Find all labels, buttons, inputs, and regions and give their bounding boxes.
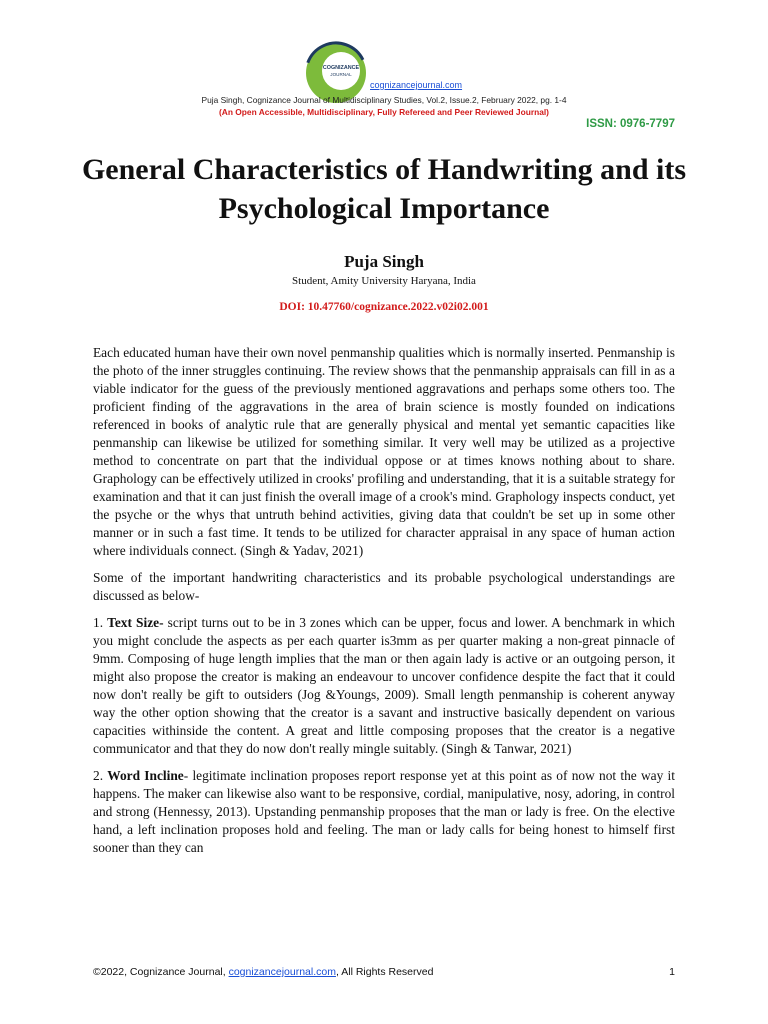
citation-line: Puja Singh, Cognizance Journal of Multidisciplinary Studies, Vol.2, Issue.2, February 2022, pg. 1-4 xyxy=(201,95,567,105)
paper-title: General Characteristics of Handwriting and its Psychological Importance xyxy=(81,153,687,225)
paragraph-intro: Each educated human have their own novel penmanship qualities which is normally inserted. Penmanship is the photo of the inner struggles continuing. The review shows that the penmanship appraisals can fill in as a viable indicator for the guess of the previously mentioned aggravations and perhaps some others too. The proficient finding of the aggravations in the area of brain science is mostly founded on indications referenced in books of analytic rule that are generally physical and mental yet semantic capacities like penmanship can likewise be utilized for something similar. It very well may be utilized as a projective method to concentrate on part that the individual oppose or at times knows nothing about to share. Graphology can be effectively utilized in crooks' profiling and understanding, that it is a suitable strategy for examination and that it can just finish the overall image of a crook's mind. Graphology inspects conduct, yet the psyche or the whys that untruth behind activities, giving data that couldn't be set up in some other manner or in such a fast time. It tends to be utilized for character appraisal in any space of human action where individuals connect. (Singh & Yadav, 2021) xyxy=(93,345,675,558)
page-footer xyxy=(93,966,675,978)
paragraph-word-incline xyxy=(93,767,675,857)
author-affiliation: Student, Amity University Haryana, India xyxy=(292,275,476,287)
doi: DOI: 10.47760/cognizance.2022.v02i02.001 xyxy=(279,301,489,313)
open-access-note: (An Open Accessible, Multidisciplinary, Fully Refereed and Peer Reviewed Journal) xyxy=(219,107,549,117)
logo-text-line2: JOURNAL xyxy=(330,72,352,77)
item-heading: Word Incline xyxy=(107,768,184,783)
item-text: - legitimate inclination proposes report response yet at this point as of now not the way it happens. The maker can likewise also want to be responsive, cordial, manipulative, nosy, adoring, in control and strong (Hennessy, 2013). Upstanding penmanship proposes that the man or lady is free. On the elective hand, a left inclination proposes hold and feeling. The man or lady calls for being honest to himself first sooner than they can xyxy=(93,768,675,855)
item-number: 2. xyxy=(93,768,108,783)
footer-rights: , All Rights Reserved xyxy=(335,966,434,978)
issn: ISSN: 0976-7797 xyxy=(586,118,675,130)
author-name: Puja Singh xyxy=(344,252,424,271)
item-heading: Text Size- xyxy=(107,615,164,630)
article-body xyxy=(93,344,675,866)
footer-link[interactable]: cognizancejournal.com xyxy=(228,966,336,978)
item-number: 1. xyxy=(93,615,108,630)
logo-text-line1: COGNIZANCE xyxy=(322,65,360,71)
footer-copyright: ©2022, Cognizance Journal, xyxy=(93,966,229,978)
page-number: 1 xyxy=(669,966,675,978)
paragraph-text-size xyxy=(93,614,675,758)
site-link[interactable]: cognizancejournal.com xyxy=(370,80,463,90)
paragraph-overview: Some of the important handwriting characteristics and its probable psychological understandings are discussed as below- xyxy=(93,570,675,603)
item-text: script turns out to be in 3 zones which can be upper, focus and lower. A benchmark in which you might conclude the aspects as per each quarter is3mm as per quarter making a non-great pinnacle of 9mm. Composing of huge length implies that the man or then again lady is active or an outgoing person, it might also propose the creator is making an endeavour to uncover confidence despite the fact that it could now don't really be gift to outsiders (Jog &Youngs, 2009). Small length penmanship is coherent anyway way the other option showing that the creator is a savant and instructive basically dependent on various capacities withinside the content. A great and little composing proposes that the creator is a negative communicator and that they do now don't really mingle suitably. (Singh & Tanwar, 2021) xyxy=(93,615,675,756)
